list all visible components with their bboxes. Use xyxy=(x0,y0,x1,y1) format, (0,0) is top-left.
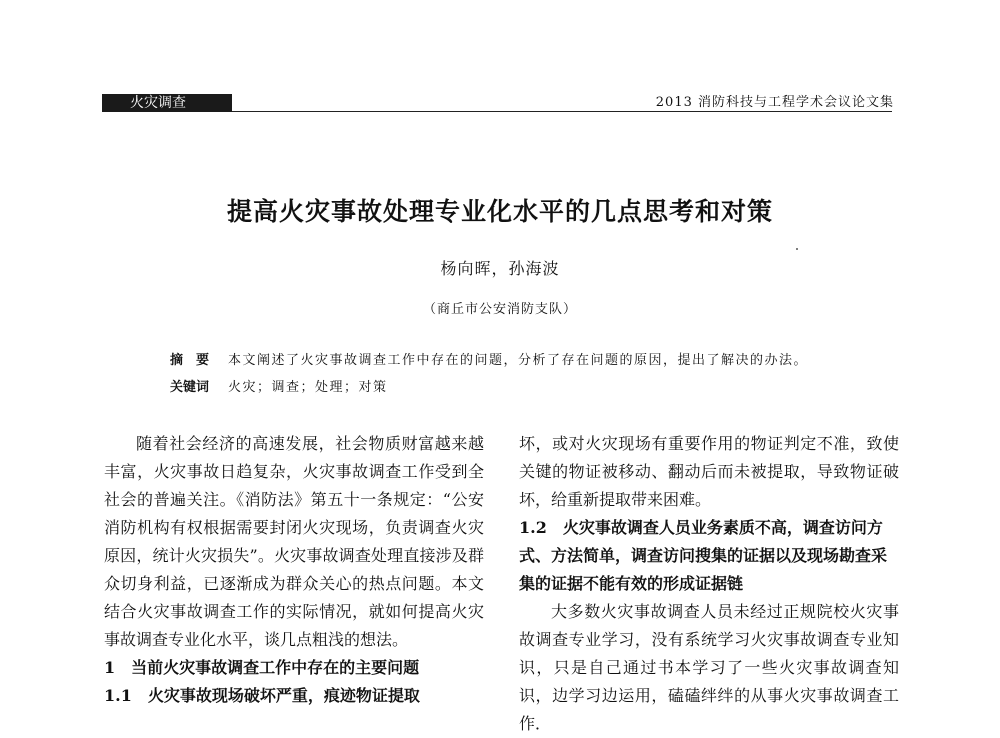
section-1-2-heading: 1.2 火灾事故调查人员业务素质不高，调查访问方式、方法简单，调查访问搜集的证据以及现场勘查采集的证据不能有效的形成证据链 xyxy=(519,518,888,593)
section-1-1-heading: 1.1 火灾事故现场破坏严重，痕迹物证提取 xyxy=(104,686,420,705)
right-column xyxy=(519,430,899,738)
section-1-2-paragraph: 大多数火灾事故调查人员未经过正规院校火灾事故调查专业学习，没有系统学习火灾事故调查专业知识，只是自己通过书本学习了一些火灾事故调查知识，边学习边运用，磕磕绊绊的从事火灾事故调查工作． xyxy=(519,602,899,733)
affiliation: （商丘市公安消防支队） xyxy=(422,302,577,317)
continued-paragraph: 坏，或对火灾现场有重要作用的物证判定不准，致使关键的物证被移动、翻动后而未被提取，导致物证破坏，给重新提取带来困难。 xyxy=(519,434,899,509)
abstract-label: 摘 要 xyxy=(170,353,210,368)
intro-paragraph: 随着社会经济的高速发展，社会物质财富越来越丰富，火灾事故日趋复杂，火灾事故调查工作受到全社会的普遍关注。《消防法》第五十一条规定：“公安消防机构有权根据需要封闭火灾现场，负责调查火灾原因，统计火灾损失”。火灾事故调查处理直接涉及群众切身利益，已逐渐成为群众关心的热点问题。本文结合火灾事故调查工作的实际情况，就如何提高火灾事故调查专业化水平，谈几点粗浅的想法。 xyxy=(104,434,484,649)
section-tag: 火灾调查 xyxy=(102,94,232,112)
scan-speck xyxy=(796,248,798,250)
left-column xyxy=(104,430,484,710)
authors: 杨向晖，孙海波 xyxy=(440,259,560,278)
section-1-heading: 1 当前火灾事故调查工作中存在的主要问题 xyxy=(104,658,420,677)
keywords-label: 关键词 xyxy=(170,380,210,395)
abstract-text: 本文阐述了火灾事故调查工作中存在的问题，分析了存在问题的原因，提出了解决的办法。 xyxy=(228,353,809,368)
keywords-text: 火灾；调查；处理；对策 xyxy=(228,380,388,395)
paper-title: 提高火灾事故处理专业化水平的几点思考和对策 xyxy=(226,197,773,226)
keywords-row xyxy=(170,379,388,397)
proceedings-title: 2013 消防科技与工程学术会议论文集 xyxy=(655,95,894,110)
abstract-row xyxy=(170,352,808,370)
